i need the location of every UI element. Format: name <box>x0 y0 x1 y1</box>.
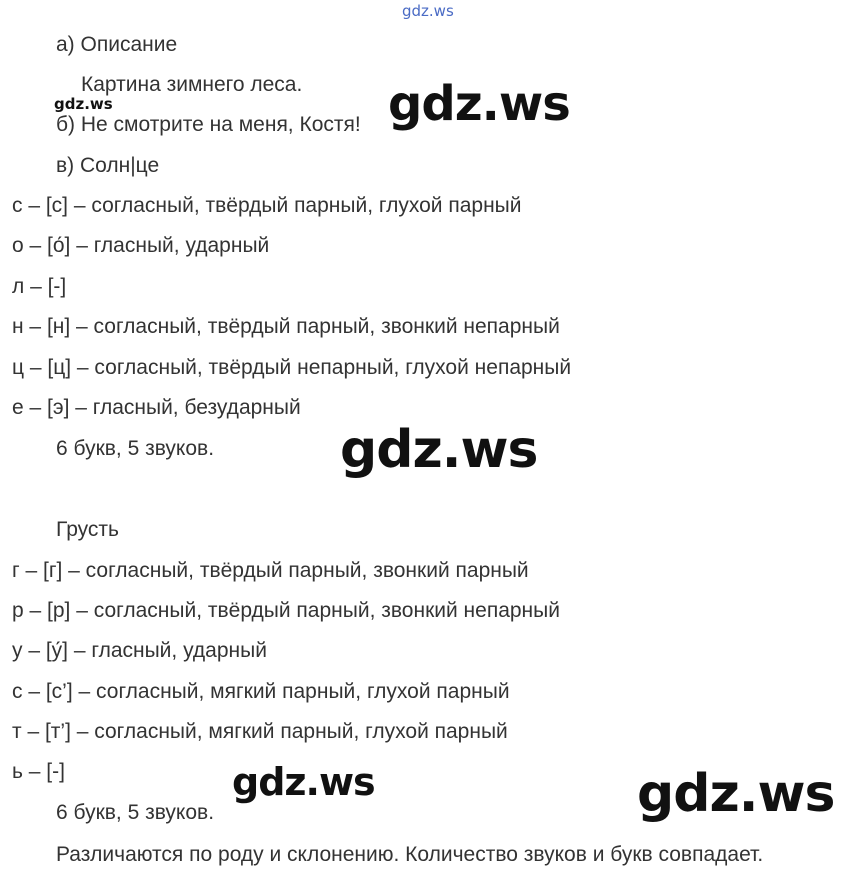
part-d-heading: Грусть <box>56 518 119 541</box>
list-item: т – [т’] – согласный, мягкий парный, глухой парный <box>12 720 508 743</box>
list-item: о – [о́] – гласный, ударный <box>12 234 270 257</box>
list-item: ь – [-] <box>12 760 65 783</box>
watermark: gdz.ws <box>388 76 570 132</box>
part-c-summary: 6 букв, 5 звуков. <box>56 437 215 460</box>
list-item: л – [-] <box>12 275 67 298</box>
list-item: г – [г] – согласный, твёрдый парный, звонкий парный <box>12 559 529 582</box>
part-a-text: Картина зимнего леса. <box>81 73 303 96</box>
list-item: р – [р] – согласный, твёрдый парный, звонкий непарный <box>12 599 560 622</box>
part-c-heading: в) Солн|це <box>56 154 160 177</box>
list-item: н – [н] – согласный, твёрдый парный, звонкий непарный <box>12 315 560 338</box>
list-item: ц – [ц] – согласный, твёрдый непарный, глухой непарный <box>12 356 572 379</box>
part-a-heading: а) Описание <box>56 33 178 56</box>
watermark: gdz.ws <box>637 764 835 824</box>
site-mark: gdz.ws <box>402 2 454 20</box>
watermark: gdz.ws <box>340 420 538 480</box>
part-b-text: б) Не смотрите на меня, Костя! <box>56 113 361 136</box>
list-item: с – [с’] – согласный, мягкий парный, глухой парный <box>12 680 510 703</box>
list-item: с – [с] – согласный, твёрдый парный, глухой парный <box>12 194 522 217</box>
watermark: gdz.ws <box>232 760 375 804</box>
list-item: е – [э] – гласный, безударный <box>12 396 301 419</box>
watermark-small: gdz.ws <box>54 95 113 113</box>
part-d-summary: 6 букв, 5 звуков. <box>56 801 215 824</box>
part-d-conclusion: Различаются по роду и склонению. Количество звуков и букв совпадает. <box>56 843 764 866</box>
list-item: у – [у́] – гласный, ударный <box>12 639 267 662</box>
